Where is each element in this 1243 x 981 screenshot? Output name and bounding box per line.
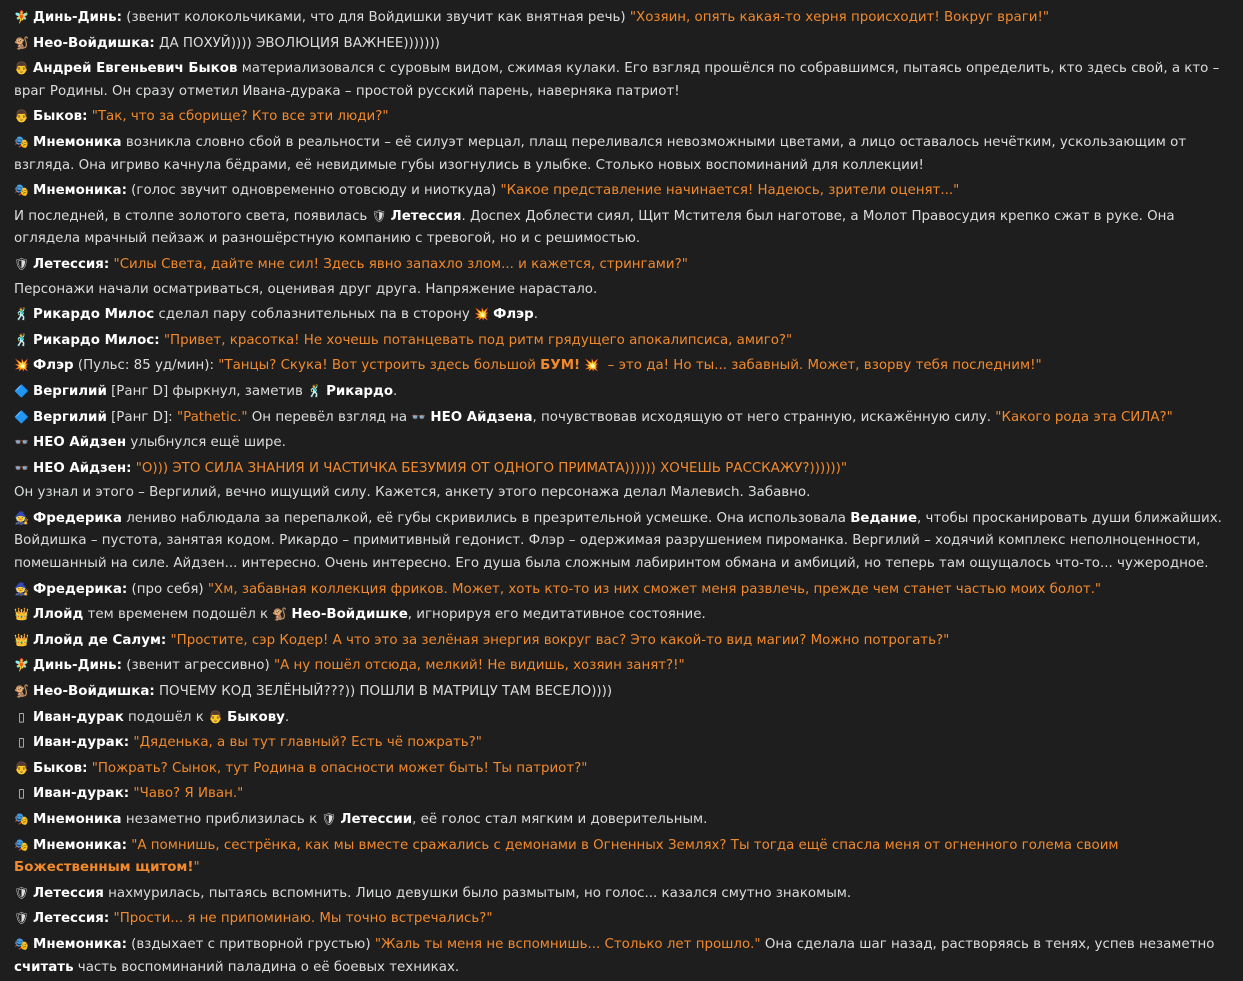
speaker-name: Фредерика (33, 510, 122, 526)
chat-message (14, 578, 1229, 602)
quoted-speech: – это да! Но ты... забавный. Может, взорву тебя последним!" (603, 358, 1042, 374)
message-text: ПОЧЕМУ КОД ЗЕЛЁНЫЙ???)) ПОШЛИ В МАТРИЦУ ТАМ ВЕСЕЛО)))) (154, 684, 613, 700)
speaker-name: Иван-дурак: (33, 786, 130, 802)
chat-message (14, 354, 1229, 378)
quoted-speech: "Силы Света, дайте мне сил! Здесь явно запахло злом... и кажется, стрингами?" (113, 256, 688, 272)
theater-masks-icon: 🎭 (14, 134, 29, 149)
message-text: (звенит колокольчиками, что для Войдишки звучит как внятная речь) (121, 10, 630, 25)
chat-message (14, 329, 1229, 353)
message-text: . (393, 383, 398, 399)
speaker-name: Быков: (33, 109, 88, 125)
man-icon: 👨 (208, 709, 224, 724)
quoted-speech-bold: БУМ! (540, 358, 581, 374)
speaker-name: Андрей Евгеньевич Быков (33, 61, 238, 77)
quoted-speech: "Простите, сэр Кодер! А что это за зелёная энергия вокруг вас? Это какой-то вид магии? Можно потрогать?" (170, 632, 950, 648)
speaker-name: Быков: (33, 760, 88, 776)
shield-icon: 🛡 (14, 256, 30, 271)
emphasis-text: Ведание (850, 510, 918, 526)
chat-message (14, 731, 1229, 755)
speaker-name: Вергилий (33, 409, 107, 425)
speaker-name: НЕО Айдзен (33, 435, 127, 451)
speaker-name: Динь-Динь: (33, 658, 122, 674)
quoted-speech: "О))) ЭТО СИЛА ЗНАНИЯ И ЧАСТИЧКА БЕЗУМИЯ ОТ ОДНОГО ПРИМАТА)))))) ХОЧЕШЬ РАССКАЖУ?))))))" (135, 460, 848, 476)
quoted-speech: "Танцы? Скука! Вот устроить здесь большой (218, 358, 541, 374)
chat-message (14, 179, 1229, 203)
message-text: , её голос стал мягким и доверительным. (412, 812, 708, 827)
message-text: [Ранг D]: (106, 409, 177, 425)
chat-log (14, 6, 1229, 981)
quoted-speech: "Хозяин, опять какая-то херня происходит! Вокруг враги!" (629, 10, 1050, 25)
monkey-icon: 🐒 (14, 35, 29, 50)
speaker-name: Нео-Войдишка: (33, 684, 155, 700)
chat-message (14, 933, 1229, 979)
message-text: [Ранг D] фыркнул, заметив (106, 383, 308, 399)
chat-message (14, 105, 1229, 129)
shield-icon: 🛡 (371, 208, 387, 223)
blue-diamond-icon: 🔷 (14, 409, 29, 424)
chat-message (14, 303, 1229, 327)
chat-message (14, 57, 1229, 103)
explosion-icon: 💥 (14, 358, 29, 373)
chat-message (14, 907, 1229, 931)
chat-message (14, 380, 1229, 404)
speaker-name: Мнемоника: (33, 837, 127, 853)
speaker-name: Мнемоника (33, 134, 122, 150)
theater-masks-icon: 🎭 (14, 812, 29, 826)
speaker-name: Ллойд (33, 607, 84, 623)
chat-message (14, 757, 1229, 781)
speaker-name: Динь-Динь: (33, 10, 122, 25)
speaker-name: Иван-дурак (33, 709, 124, 725)
message-text: возникла словно сбой в реальности – её силуэт мерцал, плащ переливался невозможными цветами, а лицо оставалось нечётким, ускользающим от взгляда. Она игриво качнула бёдрами, её невидимые губы изогнулись в улыбке. Столько новых воспоминаний для коллекции! (14, 134, 1187, 173)
message-text: , игнорируя его медитативное состояние. (407, 607, 706, 623)
speaker-name: Летессия (33, 885, 104, 901)
chat-message (14, 6, 1229, 30)
dancer-icon: 🕺 (14, 307, 29, 322)
message-text: . (284, 709, 290, 725)
message-text: Он перевёл взгляд на (247, 409, 412, 425)
missing-glyph-icon: ▯ (18, 786, 25, 801)
message-text: незаметно приблизилась к (121, 812, 322, 827)
message-text: часть воспоминаний паладина о её боевых техниках. (73, 959, 460, 975)
chat-message (14, 808, 1229, 832)
quoted-speech: "А ну пошёл отсюда, мелкий! Не видишь, хозяин занят?!" (273, 658, 685, 674)
speaker-name: Рикардо Милос: (33, 332, 160, 348)
fairy-icon: 🧚 (14, 10, 29, 24)
message-text: сделал пару соблазнительных па в сторону (154, 307, 475, 323)
chat-message (14, 507, 1229, 576)
message-text: . (533, 307, 538, 323)
explosion-icon: 💥 (474, 307, 490, 322)
speaker-name: Летессия (390, 208, 462, 224)
speaker-name: Фредерика: (33, 581, 128, 597)
chat-message (14, 431, 1229, 455)
message-text: (звенит агрессивно) (121, 658, 274, 674)
speaker-name: НЕО Айдзен: (33, 460, 132, 476)
message-text: (вздыхает с притворной грустью) (126, 936, 375, 952)
chat-message (14, 629, 1229, 653)
chat-message (14, 882, 1229, 906)
glasses-icon: 👓 (14, 460, 29, 475)
chat-message (14, 782, 1229, 806)
speaker-name: Флэр (493, 307, 534, 323)
missing-glyph-icon: ▯ (18, 735, 25, 750)
explosion-icon: 💥 (584, 358, 600, 373)
quoted-speech: "Привет, красотка! Не хочешь потанцевать под ритм грядущего апокалипсиса, амиго?" (163, 332, 793, 348)
chat-message (14, 205, 1229, 251)
quoted-speech: "Какое представление начинается! Надеюсь, зрители оценят..." (500, 183, 960, 199)
chat-message (14, 603, 1229, 627)
speaker-name: Мнемоника: (33, 936, 127, 952)
chat-message (14, 834, 1229, 880)
dancer-icon: 🕺 (14, 332, 29, 347)
chat-message (14, 457, 1229, 481)
message-text: (про себя) (127, 581, 208, 597)
quoted-speech: "Чаво? Я Иван." (133, 786, 244, 802)
missing-glyph-icon: ▯ (18, 709, 25, 724)
message-text: . Доспех Доблести сиял, Щит Мстителя был наготове, а Молот Правосудия крепко сжат в руке. Она оглядела мрачный пейзаж и разношёрстную компанию с тревогой, но и с решимостью. (14, 208, 1175, 247)
quoted-speech: "А помнишь, сестрёнка, как мы вместе сражались с демонами в Огненных Землях? Ты тогда ещё спасла меня от огненного голема своим (131, 837, 1119, 853)
chat-message (14, 32, 1229, 56)
message-text: нахмурилась, пытаясь вспомнить. Лицо девушки было размытым, но голос... казался смутно знакомым. (103, 885, 852, 901)
quoted-speech: "Так, что за сборище? Кто все эти люди?" (91, 109, 389, 125)
chat-message (14, 279, 1229, 302)
quoted-speech: " (193, 860, 200, 876)
speaker-name: НЕО Айдзена (430, 409, 533, 425)
speaker-name: Нео-Войдишка: (33, 35, 155, 51)
speaker-name: Быкову (227, 709, 285, 725)
quoted-speech: "Жаль ты меня не вспомнишь... Столько лет прошло." (374, 936, 761, 952)
shield-icon: 🛡 (321, 812, 337, 826)
quoted-speech: "Пожрать? Сынок, тут Родина в опасности может быть! Ты патриот?" (91, 760, 588, 776)
speaker-name: Рикардо (326, 383, 394, 399)
message-text: И последней, в столпе золотого света, появилась (14, 208, 372, 224)
message-text: лениво наблюдала за перепалкой, её губы скривились в презрительной усмешке. Она использовала (121, 510, 851, 526)
speaker-name: Иван-дурак: (33, 735, 130, 751)
message-text: , почувствовав исходящую от него странную, искажённую силу. (532, 409, 996, 425)
quoted-speech: "Pathetic." (176, 409, 248, 425)
glasses-icon: 👓 (411, 409, 427, 424)
quoted-speech: "Хм, забавная коллекция фриков. Может, хоть кто-то из них сможет меня развлечь, прежде чем станет частью моих болот." (207, 581, 1102, 597)
message-text: тем временем подошёл к (83, 607, 273, 623)
fairy-icon: 🧚 (14, 658, 29, 673)
quoted-speech: "Прости... я не припоминаю. Мы точно встречались?" (113, 911, 493, 927)
shield-icon: 🛡 (14, 885, 30, 900)
message-text: Она сделала шаг назад, растворяясь в тенях, успев незаметно (760, 936, 1215, 952)
blue-diamond-icon: 🔷 (14, 383, 29, 398)
man-icon: 👨 (14, 109, 29, 124)
man-icon: 👨 (14, 61, 29, 76)
chat-message (14, 654, 1229, 678)
quoted-speech: "Дяденька, а вы тут главный? Есть чё пожрать?" (133, 735, 482, 751)
message-text: ДА ПОХУЙ)))) ЭВОЛЮЦИЯ ВАЖНЕЕ))))))) (154, 35, 440, 51)
quoted-speech: "Какого рода эта СИЛА?" (995, 409, 1173, 425)
speaker-name: Вергилий (33, 383, 107, 399)
sorceress-icon: 🧙 (14, 510, 29, 525)
chat-message (14, 406, 1229, 430)
glasses-icon: 👓 (14, 435, 29, 450)
chat-message (14, 131, 1229, 177)
emphasis-text: считать (14, 959, 74, 975)
sorceress-icon: 🧙 (14, 581, 29, 596)
theater-masks-icon: 🎭 (14, 837, 29, 852)
chat-message (14, 680, 1229, 704)
speaker-name: Флэр (33, 358, 74, 374)
message-text: материализовался с суровым видом, сжимая кулаки. Его взгляд прошёлся по собравшимся, пытаясь определить, кто здесь свой, а кто – враг Родины. Он сразу отметил Ивана-дурака – простой русский парень, наверняка патриот! (14, 61, 1220, 99)
dancer-icon: 🕺 (307, 383, 323, 398)
message-text: (Пульс: 85 уд/мин): (73, 358, 219, 374)
theater-masks-icon: 🎭 (14, 183, 29, 198)
chat-message (14, 253, 1229, 277)
quoted-speech-bold: Божественным щитом! (14, 860, 194, 876)
speaker-name: Мнемоника (33, 812, 122, 827)
message-text: улыбнулся ещё шире. (126, 435, 286, 451)
monkey-icon: 🐒 (14, 684, 29, 699)
speaker-name: Летессия: (33, 256, 110, 272)
speaker-name: Мнемоника: (33, 183, 127, 199)
shield-icon: 🛡 (14, 911, 30, 926)
monkey-icon: 🐒 (272, 607, 288, 622)
man-icon: 👨 (14, 760, 29, 775)
chat-message (14, 706, 1229, 730)
speaker-name: Ллойд де Салум: (33, 632, 167, 648)
message-text: (голос звучит одновременно отовсюду и ниоткуда) (126, 183, 501, 199)
message-text: подошёл к (123, 709, 209, 725)
theater-masks-icon: 🎭 (14, 936, 29, 951)
speaker-name: Рикардо Милос (33, 307, 155, 323)
chat-message (14, 482, 1229, 505)
message-text: Персонажи начали осматриваться, оценивая друг друга. Напряжение нарастало. (14, 281, 598, 297)
speaker-name: Нео-Войдишке (291, 607, 408, 623)
crown-icon: 👑 (14, 607, 29, 622)
crown-icon: 👑 (14, 632, 29, 647)
speaker-name: Летессия: (33, 911, 110, 927)
speaker-name: Летессии (340, 812, 413, 827)
message-text: , чтобы просканировать души ближайших. Войдишка – пустота, занятая кодом. Рикардо – примитивный гедонист. Флэр – одержимая разрушением пироманка. Вергилий – ходячий комплекс неполноценности, помешанный на силе. Айдзен... интересно. Очень интересно. Его душа была сложным лабиринтом обмана и амбиций, но теперь там ощущалось что-то... чужеродное. (14, 510, 1222, 572)
message-text: Он узнал и этого – Вергилий, вечно ищущий силу. Кажется, анкету этого персонажа делал Малевисh. Забавно. (14, 485, 811, 501)
